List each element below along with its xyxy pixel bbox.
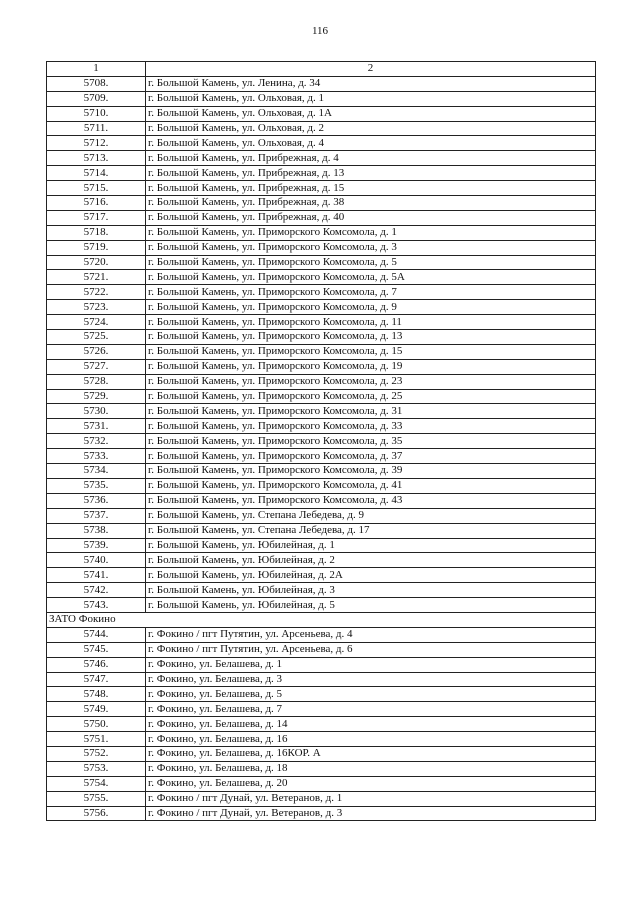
row-address: г. Большой Камень, ул. Юбилейная, д. 2 [146, 553, 596, 568]
row-address: г. Большой Камень, ул. Прибрежная, д. 15 [146, 181, 596, 196]
row-number: 5710. [47, 106, 146, 121]
row-number: 5743. [47, 598, 146, 613]
table-row [47, 225, 596, 240]
row-address: г. Большой Камень, ул. Степана Лебедева, д. 17 [146, 523, 596, 538]
column-header-1: 1 [47, 62, 146, 77]
table-row [47, 538, 596, 553]
row-number: 5745. [47, 642, 146, 657]
table-row [47, 136, 596, 151]
table-row [47, 166, 596, 181]
row-address: г. Фокино, ул. Белашева, д. 18 [146, 761, 596, 776]
row-address: г. Фокино / пгт Путятин, ул. Арсеньева, д. 6 [146, 642, 596, 657]
row-number: 5730. [47, 404, 146, 419]
table-row [47, 687, 596, 702]
table-header-row [47, 62, 596, 77]
row-number: 5722. [47, 285, 146, 300]
row-number: 5732. [47, 434, 146, 449]
row-number: 5735. [47, 478, 146, 493]
row-address: г. Большой Камень, ул. Ольховая, д. 1А [146, 106, 596, 121]
row-address: г. Большой Камень, ул. Ольховая, д. 2 [146, 121, 596, 136]
row-address: г. Большой Камень, ул. Юбилейная, д. 2А [146, 568, 596, 583]
table-row [47, 389, 596, 404]
table-row [47, 76, 596, 91]
row-number: 5719. [47, 240, 146, 255]
table-row [47, 761, 596, 776]
row-number: 5755. [47, 791, 146, 806]
address-table [46, 61, 596, 821]
row-number: 5726. [47, 344, 146, 359]
row-number: 5733. [47, 449, 146, 464]
row-address: г. Большой Камень, ул. Приморского Комсомола, д. 25 [146, 389, 596, 404]
table-row [47, 508, 596, 523]
column-header-2: 2 [146, 62, 596, 77]
table-row [47, 359, 596, 374]
row-address: г. Большой Камень, ул. Приморского Комсомола, д. 35 [146, 434, 596, 449]
row-number: 5747. [47, 672, 146, 687]
row-address: г. Фокино / пгт Дунай, ул. Ветеранов, д. 3 [146, 806, 596, 821]
row-number: 5715. [47, 181, 146, 196]
row-number: 5720. [47, 255, 146, 270]
table-row [47, 240, 596, 255]
row-number: 5753. [47, 761, 146, 776]
table-row [47, 300, 596, 315]
row-address: г. Фокино / пгт Дунай, ул. Ветеранов, д. 1 [146, 791, 596, 806]
table-row [47, 121, 596, 136]
row-number: 5711. [47, 121, 146, 136]
row-address: г. Фокино, ул. Белашева, д. 1 [146, 657, 596, 672]
table-row [47, 523, 596, 538]
row-address: г. Большой Камень, ул. Прибрежная, д. 40 [146, 210, 596, 225]
row-number: 5752. [47, 746, 146, 761]
table-row [47, 270, 596, 285]
row-address: г. Большой Камень, ул. Приморского Комсомола, д. 13 [146, 330, 596, 345]
row-address: г. Фокино, ул. Белашева, д. 16 [146, 732, 596, 747]
table-row [47, 210, 596, 225]
table-row [47, 776, 596, 791]
row-address: г. Фокино, ул. Белашева, д. 7 [146, 702, 596, 717]
row-number: 5738. [47, 523, 146, 538]
table-row [47, 702, 596, 717]
row-address: г. Большой Камень, ул. Юбилейная, д. 5 [146, 598, 596, 613]
table-row [47, 181, 596, 196]
row-address: г. Большой Камень, ул. Приморского Комсомола, д. 7 [146, 285, 596, 300]
row-address: г. Большой Камень, ул. Приморского Комсомола, д. 39 [146, 464, 596, 479]
row-address: г. Большой Камень, ул. Приморского Комсомола, д. 9 [146, 300, 596, 315]
row-address: г. Большой Камень, ул. Приморского Комсомола, д. 11 [146, 315, 596, 330]
table-row [47, 404, 596, 419]
row-number: 5724. [47, 315, 146, 330]
row-number: 5718. [47, 225, 146, 240]
row-address: г. Большой Камень, ул. Приморского Комсомола, д. 5А [146, 270, 596, 285]
row-number: 5739. [47, 538, 146, 553]
row-number: 5737. [47, 508, 146, 523]
row-address: г. Большой Камень, ул. Приморского Комсомола, д. 3 [146, 240, 596, 255]
page-number: 116 [311, 25, 329, 37]
row-number: 5728. [47, 374, 146, 389]
table-row [47, 732, 596, 747]
table-row [47, 315, 596, 330]
table-row [47, 106, 596, 121]
row-number: 5723. [47, 300, 146, 315]
row-number: 5717. [47, 210, 146, 225]
row-address: г. Большой Камень, ул. Ольховая, д. 1 [146, 91, 596, 106]
table-row [47, 657, 596, 672]
row-number: 5716. [47, 196, 146, 211]
table-row [47, 151, 596, 166]
row-address: г. Большой Камень, ул. Приморского Комсомола, д. 19 [146, 359, 596, 374]
row-number: 5734. [47, 464, 146, 479]
table-row [47, 434, 596, 449]
row-address: г. Большой Камень, ул. Юбилейная, д. 3 [146, 583, 596, 598]
row-number: 5721. [47, 270, 146, 285]
row-number: 5742. [47, 583, 146, 598]
table-row [47, 344, 596, 359]
table-row [47, 717, 596, 732]
row-number: 5727. [47, 359, 146, 374]
row-address: г. Большой Камень, ул. Прибрежная, д. 4 [146, 151, 596, 166]
table-row [47, 419, 596, 434]
row-address: г. Фокино, ул. Белашева, д. 14 [146, 717, 596, 732]
table-row [47, 374, 596, 389]
section-title: ЗАТО Фокино [47, 612, 596, 627]
row-address: г. Большой Камень, ул. Приморского Комсомола, д. 41 [146, 478, 596, 493]
row-address: г. Фокино, ул. Белашева, д. 20 [146, 776, 596, 791]
table-row [47, 598, 596, 613]
row-number: 5751. [47, 732, 146, 747]
row-number: 5740. [47, 553, 146, 568]
row-address: г. Большой Камень, ул. Приморского Комсомола, д. 31 [146, 404, 596, 419]
row-number: 5750. [47, 717, 146, 732]
row-address: г. Большой Камень, ул. Приморского Комсомола, д. 5 [146, 255, 596, 270]
table-row [47, 478, 596, 493]
row-number: 5749. [47, 702, 146, 717]
table-row [47, 553, 596, 568]
row-address: г. Большой Камень, ул. Прибрежная, д. 38 [146, 196, 596, 211]
table-row [47, 672, 596, 687]
table-row [47, 493, 596, 508]
table-row [47, 196, 596, 211]
row-number: 5731. [47, 419, 146, 434]
table-row [47, 330, 596, 345]
row-address: г. Большой Камень, ул. Степана Лебедева, д. 9 [146, 508, 596, 523]
table-row [47, 464, 596, 479]
row-address: г. Большой Камень, ул. Приморского Комсомола, д. 1 [146, 225, 596, 240]
row-address: г. Большой Камень, ул. Ленина, д. 34 [146, 76, 596, 91]
row-address: г. Большой Камень, ул. Приморского Комсомола, д. 23 [146, 374, 596, 389]
row-number: 5709. [47, 91, 146, 106]
table-row [47, 449, 596, 464]
row-number: 5714. [47, 166, 146, 181]
table-row [47, 746, 596, 761]
row-address: г. Большой Камень, ул. Приморского Комсомола, д. 37 [146, 449, 596, 464]
table-row [47, 583, 596, 598]
row-address: г. Фокино, ул. Белашева, д. 16КОР. А [146, 746, 596, 761]
row-number: 5741. [47, 568, 146, 583]
row-address: г. Большой Камень, ул. Приморского Комсомола, д. 15 [146, 344, 596, 359]
table-row [47, 627, 596, 642]
table-row [47, 568, 596, 583]
row-address: г. Фокино / пгт Путятин, ул. Арсеньева, д. 4 [146, 627, 596, 642]
row-number: 5725. [47, 330, 146, 345]
row-number: 5736. [47, 493, 146, 508]
table-row [47, 255, 596, 270]
row-number: 5746. [47, 657, 146, 672]
row-number: 5756. [47, 806, 146, 821]
row-address: г. Большой Камень, ул. Приморского Комсомола, д. 33 [146, 419, 596, 434]
row-number: 5748. [47, 687, 146, 702]
table-row [47, 791, 596, 806]
row-address: г. Большой Камень, ул. Приморского Комсомола, д. 43 [146, 493, 596, 508]
row-number: 5713. [47, 151, 146, 166]
row-number: 5744. [47, 627, 146, 642]
table-row [47, 642, 596, 657]
row-number: 5712. [47, 136, 146, 151]
row-number: 5729. [47, 389, 146, 404]
table-row [47, 91, 596, 106]
table-row [47, 806, 596, 821]
address-table-body [47, 62, 596, 821]
row-number: 5754. [47, 776, 146, 791]
row-address: г. Большой Камень, ул. Юбилейная, д. 1 [146, 538, 596, 553]
row-number: 5708. [47, 76, 146, 91]
section-row [47, 612, 596, 627]
row-address: г. Большой Камень, ул. Ольховая, д. 4 [146, 136, 596, 151]
row-address: г. Фокино, ул. Белашева, д. 5 [146, 687, 596, 702]
row-address: г. Большой Камень, ул. Прибрежная, д. 13 [146, 166, 596, 181]
row-address: г. Фокино, ул. Белашева, д. 3 [146, 672, 596, 687]
table-row [47, 285, 596, 300]
